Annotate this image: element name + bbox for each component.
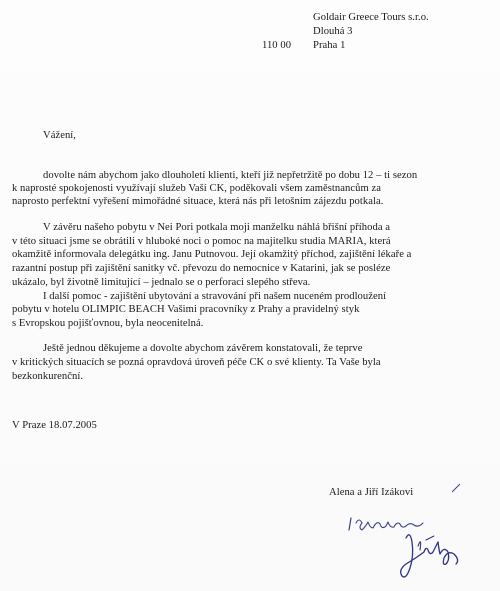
- body-line: I další pomoc - zajištění ubytování a stravování při našem nuceném prodloužení: [43, 291, 387, 302]
- body-line: okamžitě informovala delegátku ing. Janu Putnovou. Její okamžitý příchod, zajištění lékaře a: [12, 249, 412, 260]
- address-street: Dlouhá 3: [313, 26, 353, 37]
- address-city: Praha 1: [313, 40, 346, 51]
- date-line: V Praze 18.07.2005: [12, 420, 97, 431]
- body-line: dovolte nám abychom jako dlouholetí klienti, kteří již nepřetržitě po dobu 12 – ti sezon: [43, 170, 418, 181]
- signatories-name: Alena a Jiří Izákovi: [329, 487, 414, 498]
- body-line: bezkonkurenční.: [12, 371, 84, 382]
- body-line: v této situaci jsme se obrátili v hluboké noci o pomoc na majitelku studia MARIA, která: [12, 236, 391, 247]
- address-company: Goldair Greece Tours s.r.o.: [313, 12, 429, 23]
- body-line: pobytu v hotelu OLIMPIC BEACH Vašimi pracovníky z Prahy a pravidelný styk: [12, 304, 360, 315]
- body-line: razantní postup při zajištění sanitky vč. převozu do nemocnice v Katarini, jak se posléze: [12, 263, 391, 274]
- body-line: naprosto perfektní vyřešení mimořádné situace, která nás při letošním zájezdu potkala.: [12, 196, 384, 207]
- body-line: s Evropskou pojišťovnou, byla neocenitelná.: [12, 318, 204, 329]
- address-postal-code: 110 00: [262, 40, 292, 51]
- body-line: k naprosté spokojenosti využívají služeb Vaší CK, poděkovali všem zaměstnancům za: [12, 183, 381, 194]
- handwritten-signatures: [340, 476, 490, 586]
- body-line: V závěru našeho pobytu v Nei Pori potkala moji manželku náhlá břišní příhoda a: [43, 222, 391, 233]
- body-line: ukázalo, byl životně limitující – jednalo se o perforaci slepého střeva.: [12, 277, 311, 288]
- body-line: Ještě jednou děkujeme a dovolte abychom závěrem konstatovali, že teprve: [43, 343, 363, 354]
- salutation: Vážení,: [43, 130, 76, 141]
- body-line: v kritických situacích se pozná opravdová úroveň péče CK o své klienty. Ta Vaše byla: [12, 357, 381, 368]
